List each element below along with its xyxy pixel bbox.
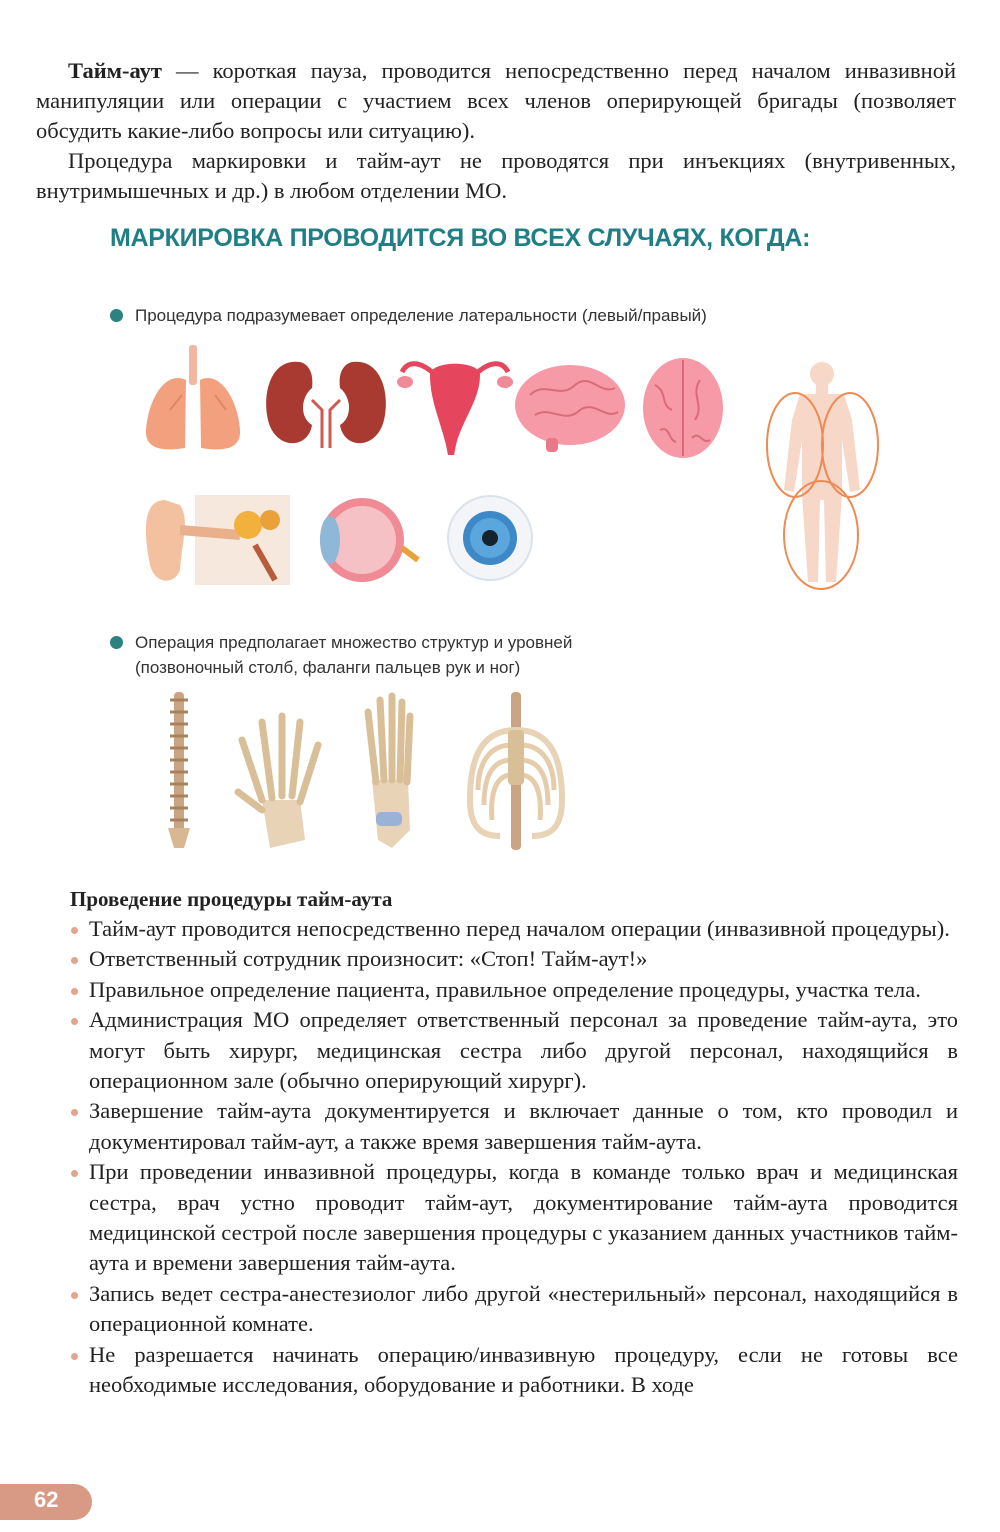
timeout-section-title: Проведение процедуры тайм-аута [70,887,393,911]
page-number: 62 [34,1487,59,1512]
term-timeout: Тайм-аут [68,58,162,83]
foot-bones-icon [368,696,410,848]
definition-text: — короткая пауза, проводится непосредственно перед началом инвазивной манипуляции или операции с участием всех членов оперирующей бригады (позволяет обсудить какие-либо вопросы или ситуацию). [36,58,956,143]
hand-bones-icon [238,716,318,848]
marking-heading: МАРКИРОВКА ПРОВОДИТСЯ ВО ВСЕХ СЛУЧАЯХ, КОГДА: [110,224,811,252]
multilevel-line1: Операция предполагает множество структур и уровней [135,633,573,652]
injection-note: Процедура маркировки и тайм-аут не проводятся при инъекциях (внутривенных, внутримышечных и др.) в любом отделении МО. [36,148,956,203]
list-item: Запись ведет сестра-анестезиолог либо другой «нестерильный» персонал, находящийся в операционной комнате. [70,1279,958,1340]
timeout-steps-list [70,914,958,1401]
multilevel-line2: (позвоночный столб, фаланги пальцев рук и ног) [135,658,521,677]
list-item: Тайм-аут проводится непосредственно перед началом операции (инвазивной процедуры). [70,914,958,944]
list-item: Администрация МО определяет ответственный персонал за проведение тайм-аута, это могут быть хирург, медицинская сестра либо другой персонал, находящийся в операционном зале (обычно оперирующий хирург). [70,1005,958,1096]
laterality-text: Процедура подразумевает определение латеральности (левый/правый) [135,306,707,325]
list-item: Правильное определение пациента, правильное определение процедуры, участка тела. [70,975,958,1005]
list-item: Завершение тайм-аута документируется и включает данные о том, кто проводил и документировал тайм-аут, а также время завершения тайм-аута. [70,1096,958,1157]
list-item: Не разрешается начинать операцию/инвазивную процедуру, если не готовы все необходимые исследования, оборудование и работники. В ходе [70,1340,958,1401]
ribcage-icon [470,692,562,850]
list-item: Ответственный сотрудник произносит: «Стоп! Тайм-аут!» [70,944,958,974]
spine-icon [168,692,190,848]
list-item: При проведении инвазивной процедуры, когда в команде только врач и медицинская сестра, врач устно проводит тайм-аут, документирование тайм-аута проводится медицинской сестрой после завершения процедуры с указанием данных участников тайм-аута и времени завершения тайм-аута. [70,1157,958,1279]
